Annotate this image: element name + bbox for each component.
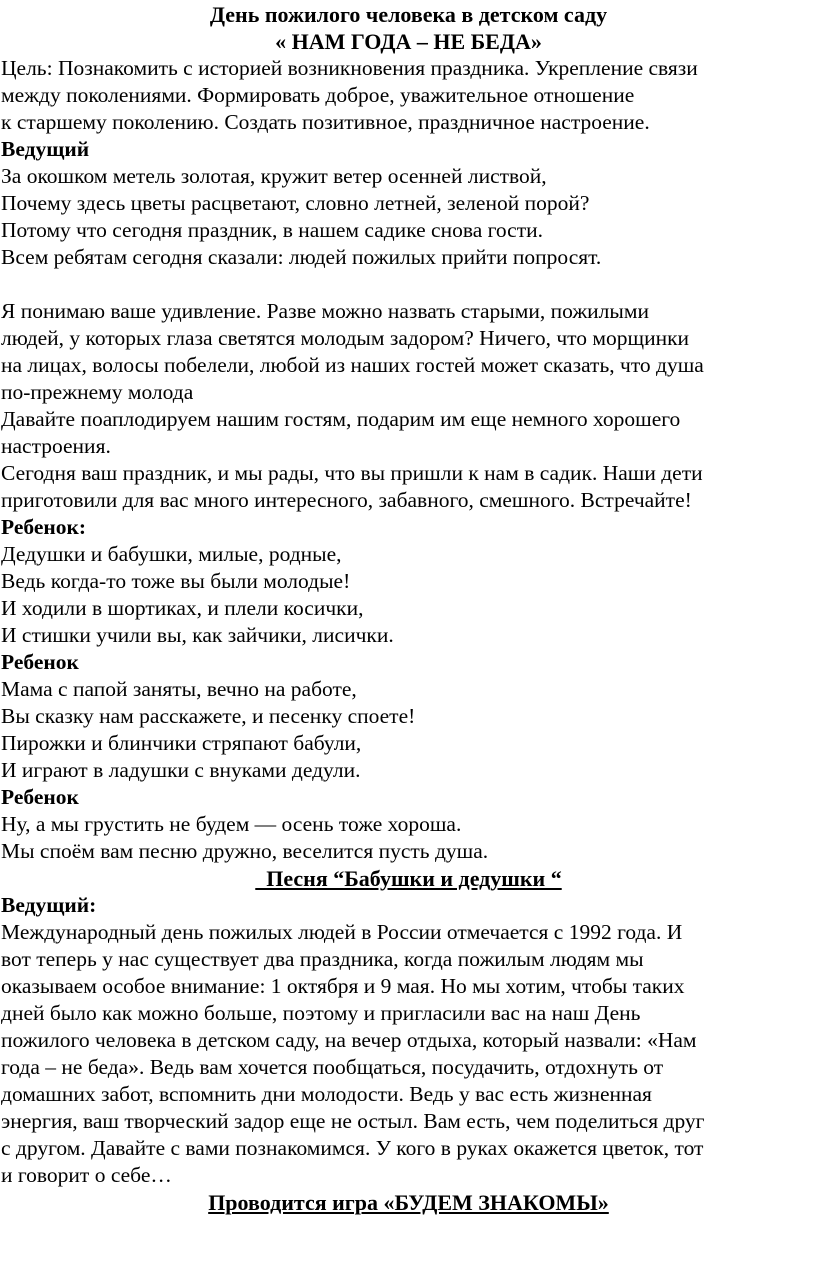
prose-line: по-прежнему молода bbox=[1, 380, 194, 404]
speaker-host: Ведущий bbox=[1, 137, 90, 161]
verse-line: И играют в ладушки с внуками дедули. bbox=[1, 758, 361, 782]
child-verse bbox=[1, 541, 816, 649]
child-verse bbox=[1, 811, 816, 865]
prose-line: приготовили для вас много интересного, забавного, смешного. Встречайте! bbox=[1, 488, 692, 512]
prose-line: года – не беда». Ведь вам хочется пообщаться, посудачить, отдохнуть от bbox=[1, 1055, 664, 1079]
verse-line: Мы споём вам песню дружно, веселится пусть душа. bbox=[1, 839, 489, 863]
document-title: День пожилого человека в детском саду bbox=[209, 2, 608, 27]
verse-line: Ну, а мы грустить не будем — осень тоже хороша. bbox=[1, 812, 462, 836]
host-verse bbox=[1, 163, 816, 271]
document-subtitle: « НАМ ГОДА – НЕ БЕДА» bbox=[275, 29, 542, 54]
prose-line: дней было как можно больше, поэтому и пригласили вас на наш День bbox=[1, 1001, 641, 1025]
prose-line: Сегодня ваш праздник, и мы рады, что вы пришли к нам в садик. Наши дети bbox=[1, 461, 703, 485]
prose-line: Давайте поаплодируем нашим гостям, подарим им еще немного хорошего bbox=[1, 407, 681, 431]
prose-line: Я понимаю ваше удивление. Разве можно назвать старыми, пожилыми bbox=[1, 299, 649, 323]
speaker-host: Ведущий: bbox=[1, 893, 97, 917]
goal-line: Цель: Познакомить с историей возникновения праздника. Укрепление связи bbox=[1, 56, 698, 80]
verse-line: Почему здесь цветы расцветают, словно летней, зеленой порой? bbox=[1, 191, 590, 215]
verse-line: И стишки учили вы, как зайчики, лисички. bbox=[1, 623, 394, 647]
prose-line: пожилого человека в детском саду, на вечер отдыха, который назвали: «Нам bbox=[1, 1028, 697, 1052]
blank-line bbox=[1, 271, 816, 298]
verse-line: Дедушки и бабушки, милые, родные, bbox=[1, 542, 342, 566]
prose-line: домашних забот, вспомнить дни молодости. Ведь у вас есть жизненная bbox=[1, 1082, 652, 1106]
speaker-child: Ребенок bbox=[1, 785, 79, 809]
prose-line: на лицах, волосы побелели, любой из наших гостей может сказать, что душа bbox=[1, 353, 704, 377]
verse-line: Потому что сегодня праздник, в нашем садике снова гости. bbox=[1, 218, 543, 242]
child-verse bbox=[1, 676, 816, 784]
goal-paragraph bbox=[1, 55, 816, 136]
speaker-child: Ребенок: bbox=[1, 515, 87, 539]
prose-line: настроения. bbox=[1, 434, 111, 458]
verse-line: Пирожки и блинчики стряпают бабули, bbox=[1, 731, 362, 755]
prose-line: людей, у которых глаза светятся молодым задором? Ничего, что морщинки bbox=[1, 326, 690, 350]
verse-line: За окошком метель золотая, кружит ветер осенней листвой, bbox=[1, 164, 547, 188]
verse-line: И ходили в шортиках, и плели косички, bbox=[1, 596, 364, 620]
verse-line: Ведь когда-то тоже вы были молодые! bbox=[1, 569, 351, 593]
game-heading: Проводится игра «БУДЕМ ЗНАКОМЫ» bbox=[208, 1190, 609, 1215]
verse-line: Всем ребятам сегодня сказали: людей пожилых прийти попросят. bbox=[1, 245, 602, 269]
host-speech bbox=[1, 298, 816, 514]
song-heading: Песня “Бабушки и дедушки “ bbox=[255, 866, 562, 891]
prose-line: и говорит о себе… bbox=[1, 1163, 172, 1187]
verse-line: Мама с папой заняты, вечно на работе, bbox=[1, 677, 357, 701]
goal-line: к старшему поколению. Создать позитивное, праздничное настроение. bbox=[1, 110, 650, 134]
verse-line: Вы сказку нам расскажете, и песенку споете! bbox=[1, 704, 416, 728]
prose-line: энергия, ваш творческий задор еще не остыл. Вам есть, чем поделиться друг bbox=[1, 1109, 705, 1133]
prose-line: оказываем особое внимание: 1 октября и 9 мая. Но мы хотим, чтобы таких bbox=[1, 974, 685, 998]
prose-line: Международный день пожилых людей в России отмечается с 1992 года. И bbox=[1, 920, 683, 944]
host-speech bbox=[1, 919, 816, 1189]
prose-line: вот теперь у нас существует два праздника, когда пожилым людям мы bbox=[1, 947, 644, 971]
prose-line: с другом. Давайте с вами познакомимся. У кого в руках окажется цветок, тот bbox=[1, 1136, 704, 1160]
goal-line: между поколениями. Формировать доброе, уважительное отношение bbox=[1, 83, 635, 107]
speaker-child: Ребенок bbox=[1, 650, 79, 674]
